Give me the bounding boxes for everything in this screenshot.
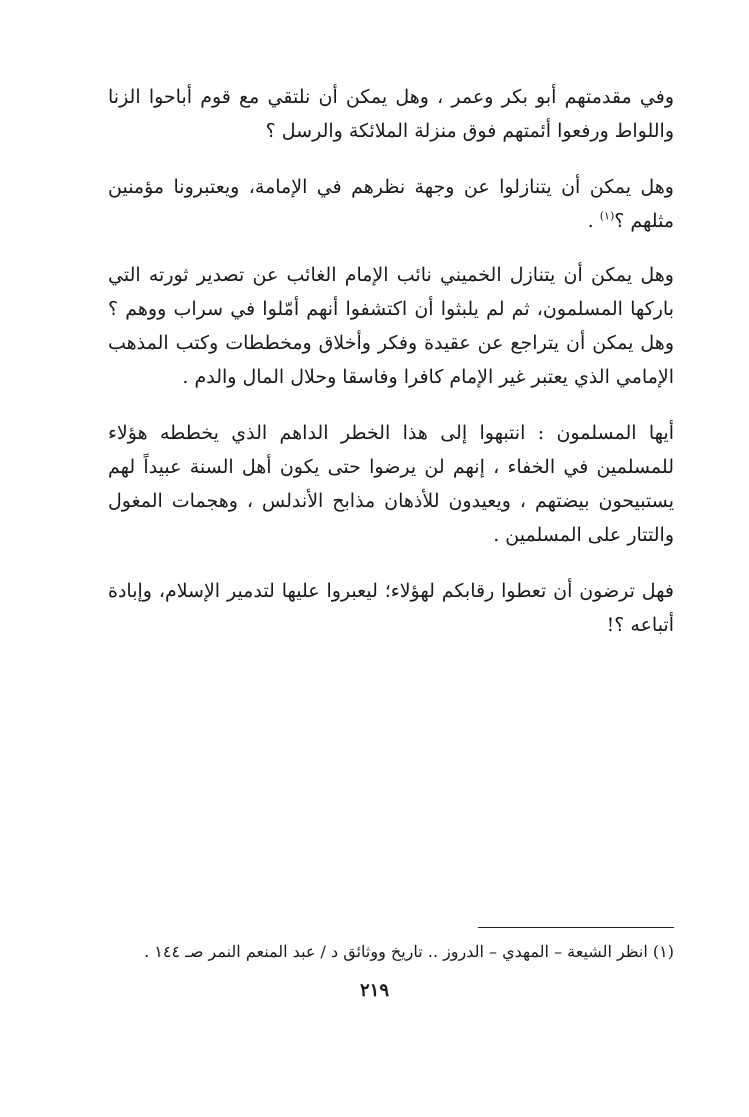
paragraph-2-text: وهل يمكن أن يتنازلوا عن وجهة نظرهم في الإمامة، ويعتبرونا مؤمنين مثلهم ؟ [108, 176, 674, 232]
paragraph-4: أيها المسلمون : انتبهوا إلى هذا الخطر الداهم الذي يخططه هؤلاء للمسلمين في الخفاء ، إنهم لن يرضوا حتى يكون أهل السنة عبيداً لهم يستبيحون بيضتهم ، ويعيدون للأذهان مذابح الأندلس ، وهجمات المغول والتتار على المسلمين . [108, 422, 674, 546]
footnote-divider [478, 927, 674, 928]
main-text [108, 80, 674, 664]
paragraph-2 [108, 170, 674, 238]
footnote-reference: (١) [599, 209, 615, 223]
page-number: ٢١٩ [359, 980, 389, 1001]
paragraph-5: فهل ترضون أن تعطوا رقابكم لهؤلاء؛ ليعبروا عليها لتدمير الإسلام، وإبادة أتباعه ؟! [108, 580, 674, 636]
paragraph-3: وهل يمكن أن يتنازل الخميني نائب الإمام الغائب عن تصدير ثورته التي باركها المسلمون، ثم لم يلبثوا أن اكتشفوا أنهم أمّلوا في سراب ووهم ؟ وهل يمكن أن يتراجع عن عقيدة وفكر وأخلاق ومخططات وكتب المذهب الإمامي الذي يعتبر غير الإمام كافرا وفاسقا وحلال المال والدم . [108, 264, 674, 388]
footnote: (١) انظر الشيعة – المهدي – الدروز .. تاريخ ووثائق د / عبد المنعم النمر صـ ١٤٤ . [144, 942, 674, 961]
paragraph-1: وفي مقدمتهم أبو بكر وعمر ، وهل يمكن أن نلتقي مع قوم أباحوا الزنا واللواط ورفعوا أئمتهم فوق منزلة الملائكة والرسل ؟ [108, 86, 674, 142]
paragraph-2-tail: . [587, 210, 600, 232]
